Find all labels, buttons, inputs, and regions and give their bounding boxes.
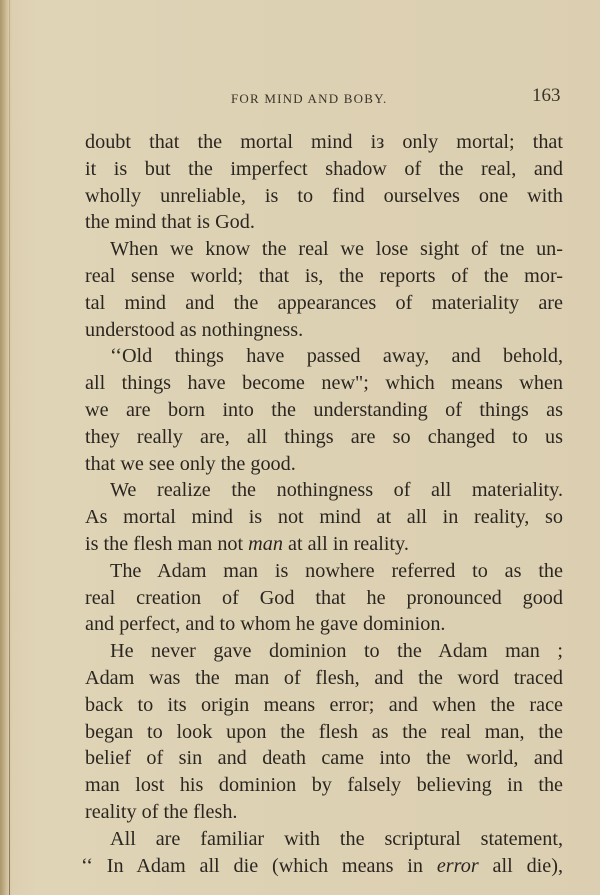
text-line: man lost his dominion by falsely believing in the bbox=[85, 774, 563, 797]
italic-word: error bbox=[436, 854, 479, 877]
paragraph bbox=[85, 236, 563, 343]
text-run: is the flesh man not bbox=[85, 532, 249, 555]
paragraph bbox=[85, 343, 563, 477]
text-line: and perfect, and to whom he gave dominion. bbox=[85, 613, 446, 636]
text-line: All are familiar with the scriptural statement, bbox=[110, 827, 563, 850]
text-run: ‘‘ In Adam all die (which means in bbox=[81, 854, 437, 877]
text-line: all things have become new"; which means when bbox=[85, 372, 563, 395]
text-line: real sense world; that is, the reports of the mor- bbox=[85, 264, 563, 287]
body-text bbox=[81, 129, 563, 879]
binding-edge bbox=[9, 0, 10, 895]
running-head: FOR MIND AND BOBY. bbox=[231, 91, 388, 106]
text-line: real creation of God that he pronounced good bbox=[85, 586, 563, 609]
text-line bbox=[85, 531, 563, 558]
text-line: it is but the imperfect shadow of the real, and bbox=[85, 157, 563, 180]
text-run: at all in reality. bbox=[282, 532, 409, 555]
text-run: all die), bbox=[478, 854, 563, 877]
paragraph bbox=[81, 826, 563, 880]
text-line: that we see only the good. bbox=[85, 452, 296, 475]
paragraph bbox=[85, 558, 563, 638]
text-line: reality of the flesh. bbox=[85, 800, 238, 823]
italic-word: man bbox=[248, 532, 283, 555]
text-line: they really are, all things are so changed to us bbox=[85, 425, 563, 448]
page-number: 163 bbox=[532, 85, 561, 106]
paragraph bbox=[85, 129, 563, 236]
text-line: ‘‘Old things have passed away, and behold, bbox=[110, 345, 563, 368]
text-line: wholly unreliable, is to find ourselves one with bbox=[85, 184, 563, 207]
paragraph bbox=[85, 477, 563, 557]
text-line: Adam was the man of flesh, and the word traced bbox=[85, 666, 563, 689]
text-line: began to look upon the flesh as the real man, the bbox=[85, 720, 563, 743]
text-line: tal mind and the appearances of materiality are bbox=[85, 291, 563, 314]
paragraph bbox=[85, 638, 563, 826]
text-line: the mind that is God. bbox=[85, 211, 255, 234]
text-line: The Adam man is nowhere referred to as the bbox=[110, 559, 563, 582]
text-line: belief of sin and death came into the world, and bbox=[85, 747, 563, 770]
text-line: back to its origin means error; and when the race bbox=[85, 693, 563, 716]
text-line: understood as nothingness. bbox=[85, 318, 304, 341]
text-line: We realize the nothingness of all materiality. bbox=[110, 479, 563, 502]
binding-shadow bbox=[0, 0, 8, 895]
text-line: When we know the real we lose sight of tne un- bbox=[110, 238, 563, 261]
text-line: He never gave dominion to the Adam man ; bbox=[110, 640, 563, 663]
text-line: we are born into the understanding of things as bbox=[85, 398, 563, 421]
text-line: doubt that the mortal mind iз only mortal; that bbox=[85, 131, 563, 153]
text-line bbox=[81, 853, 563, 880]
text-line: As mortal mind is not mind at all in reality, so bbox=[85, 506, 563, 529]
